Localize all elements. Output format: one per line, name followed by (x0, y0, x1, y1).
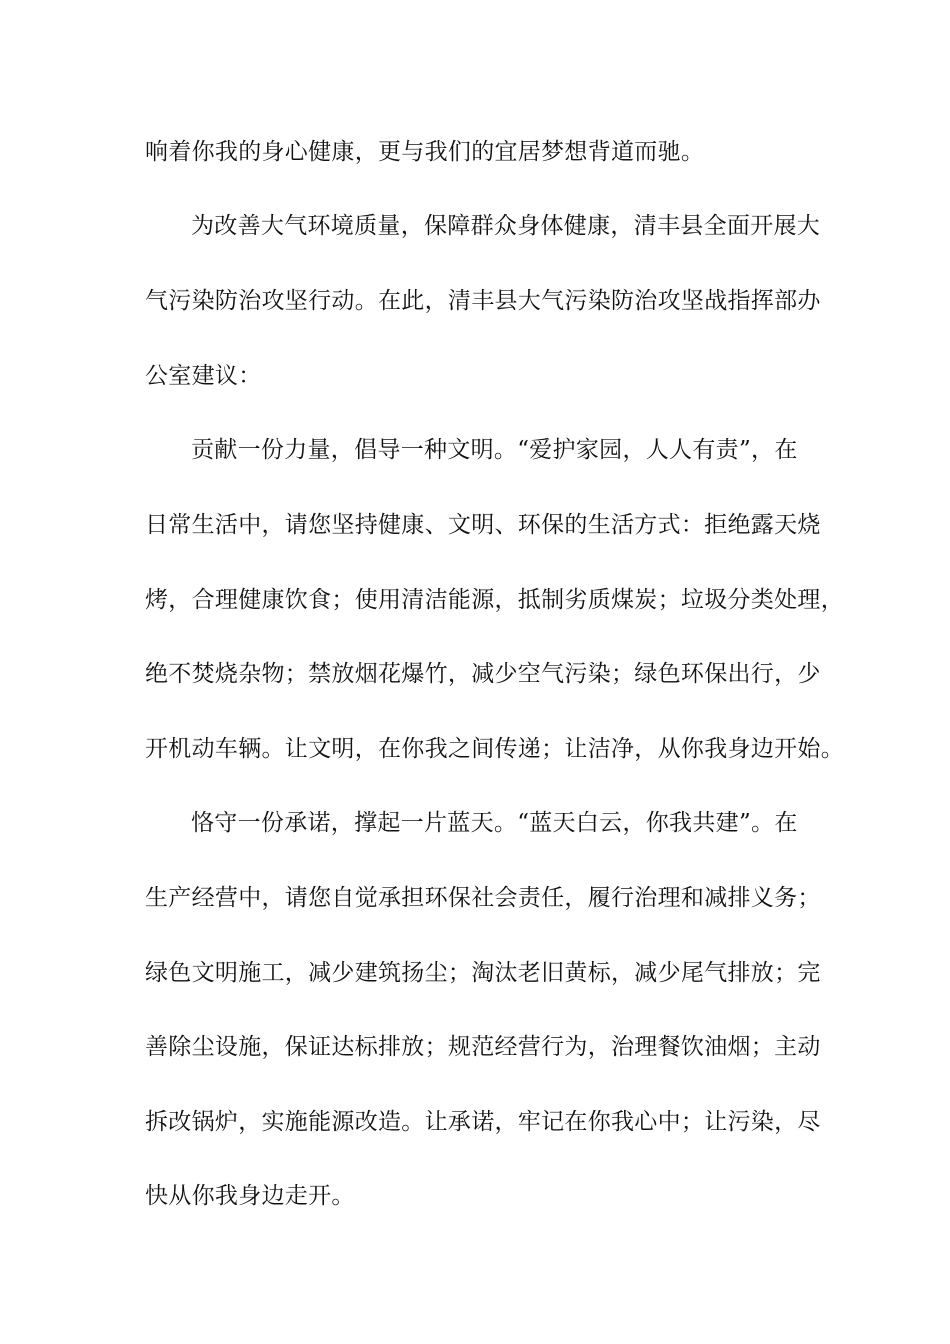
text-line: 日常生活中，请您坚持健康、文明、环保的生活方式：拒绝露天烧 (145, 512, 821, 538)
text-line: 气污染防治攻坚行动。在此，清丰县大气污染防治攻坚战指挥部办 (145, 288, 821, 314)
text-line: 绿色文明施工，减少建筑扬尘；淘汰老旧黄标，减少尾气排放；完 (145, 960, 821, 986)
text-line: 响着你我的身心健康，更与我们的宜居梦想背道而驰。 (145, 139, 705, 165)
text-line: 生产经营中，请您自觉承担环保社会责任，履行治理和减排义务； (145, 885, 821, 911)
text-line: 烤，合理健康饮食；使用清洁能源，抵制劣质煤炭；垃圾分类处理， (145, 587, 844, 613)
paragraph-first-line: 为改善大气环境质量，保障群众身体健康，清丰县全面开展大 (191, 213, 821, 239)
text-line: 开机动车辆。让文明，在你我之间传递；让洁净，从你我身边开始。 (145, 736, 844, 762)
text-line: 快从你我身边走开。 (145, 1183, 355, 1209)
paragraph-first-line: 恪守一份承诺，撑起一片蓝天。“蓝天白云，你我共建”。在 (191, 810, 798, 836)
paragraph-first-line: 贡献一份力量，倡导一种文明。“爱护家园，人人有责”，在 (191, 437, 798, 463)
text-line: 公室建议： (145, 363, 262, 389)
text-line: 拆改锅炉，实施能源改造。让承诺，牢记在你我心中；让污染，尽 (145, 1109, 821, 1135)
text-line: 善除尘设施，保证达标排放；规范经营行为，治理餐饮油烟；主动 (145, 1034, 821, 1060)
text-line: 绝不焚烧杂物；禁放烟花爆竹，减少空气污染；绿色环保出行，少 (145, 661, 821, 687)
